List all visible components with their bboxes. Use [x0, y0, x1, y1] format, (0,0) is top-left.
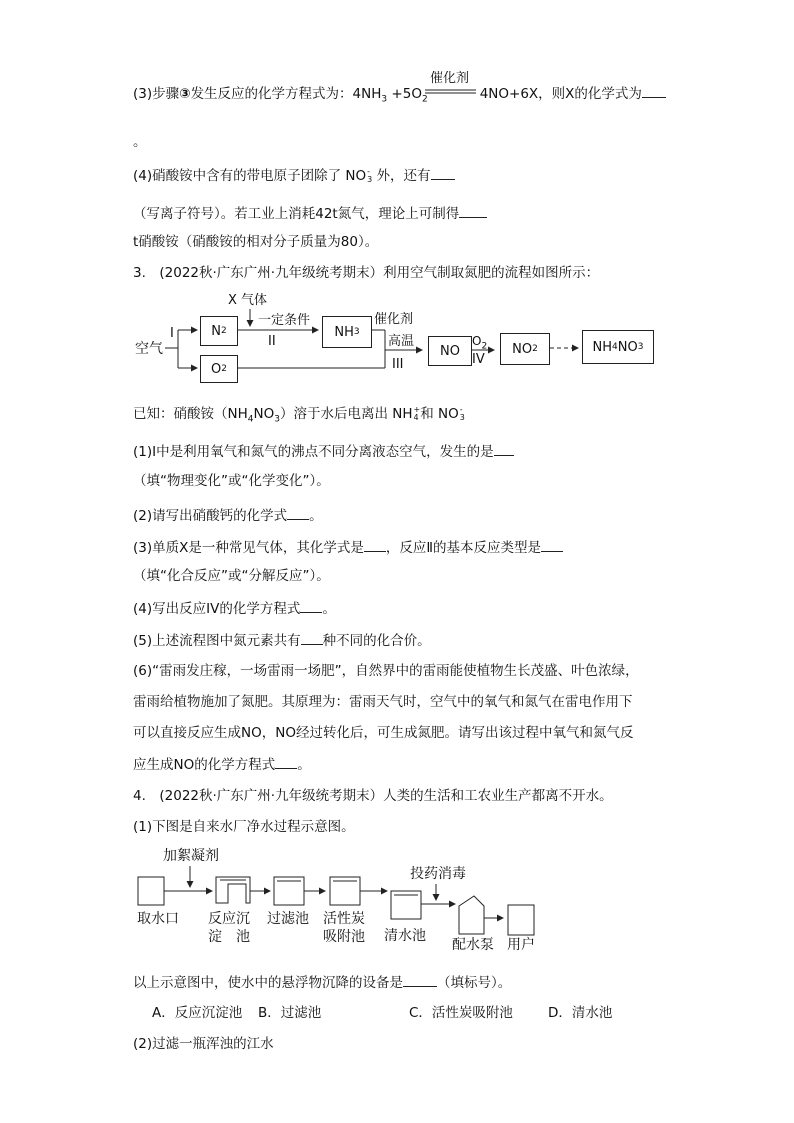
coagulant-label: 加絮凝剂: [163, 848, 219, 864]
q3-known: 已知：硝酸铵$(NH_4NO_3)$溶于水后电离出 NH + 4 和 NO - 3: [133, 405, 465, 425]
answer-blank[interactable]: [642, 83, 666, 98]
nh3-box: NH 3: [322, 316, 372, 348]
answer-blank[interactable]: [275, 754, 297, 769]
q4-question: 以上示意图中，使水中的悬浮物沉降的设备是 （填标号）。: [133, 972, 511, 992]
answer-blank[interactable]: [301, 630, 323, 645]
q3-p1-line2: （填“物理变化”或“化学变化”）。: [133, 473, 330, 489]
n2-box: N 2: [200, 316, 238, 346]
answer-blank[interactable]: [459, 203, 487, 218]
q4-p2: (2)过滤一瓶浑浊的江水: [133, 1036, 274, 1052]
no2-box: NO 2: [500, 333, 550, 365]
disinfect-label: 投药消毒: [410, 866, 466, 882]
q3-p2: (2)请写出硝酸钙的化学式 。: [133, 505, 323, 525]
intake-label: 取水口: [137, 911, 179, 927]
q3-p3-line2: （填“化合反应”或“分解反应”）。: [133, 568, 330, 584]
settle-label-1: 反应沉: [208, 911, 250, 927]
high-temp-label: 高温: [388, 334, 415, 349]
o2-box: O 2: [200, 355, 238, 383]
answer-blank[interactable]: [403, 972, 437, 987]
air-label: 空气: [135, 341, 163, 357]
q3-p3-line1: (3)单质X是一种常见气体，其化学式是 ，反应Ⅱ的基本反应类型是: [133, 537, 563, 557]
user-label: 用户: [507, 937, 535, 953]
answer-blank[interactable]: [364, 537, 386, 552]
o2-reagent-label: $O_2$: [472, 334, 488, 352]
nh4no3-box: NH 4 NO 3: [582, 330, 654, 364]
catalyst-label: 催化剂: [374, 312, 414, 327]
q3-p6-line4: 应生成NO的化学方程式 。: [133, 754, 311, 774]
answer-blank[interactable]: [300, 598, 322, 613]
step3-label: III: [392, 357, 404, 372]
q3-p6-line2: 雷雨给植物施加了氮肥。其原理为：雷雨天气时，空气中的氧气和氮气在雷电作用下: [133, 694, 633, 710]
pump-label: 配水泵: [452, 937, 494, 953]
no-box: NO: [428, 336, 472, 366]
carbon-label-2: 吸附池: [323, 929, 365, 945]
q3-part4-line3: t硝酸铵（硝酸铵的相对分子质量为80）。: [133, 234, 379, 250]
catalyst-label-eq: 催化剂: [430, 71, 470, 86]
option-c[interactable]: C．活性炭吸附池: [409, 1005, 513, 1021]
q3-part4-line1: (4)硝酸铵中含有的带电原子团除了 NO - 3 外，还有: [133, 165, 455, 185]
q4-p1: (1)下图是自来水厂净水过程示意图。: [133, 819, 355, 835]
q3-part4-line2: （写离子符号）。若工业上消耗42t氮气，理论上可制得: [133, 203, 487, 223]
step2-label: II: [268, 334, 276, 349]
answer-blank[interactable]: [494, 441, 514, 456]
answer-blank[interactable]: [287, 505, 309, 520]
q4-header: 4. (2022秋·广东广州·九年级统考期末）人类的生活和工农业生产都离不开水。: [133, 788, 613, 804]
x-gas-label: X 气体: [228, 293, 268, 308]
q3-header: 3. (2022秋·广东广州·九年级统考期末）利用空气制取氮肥的流程如图所示：: [133, 265, 600, 281]
q3-p5: (5)上述流程图中氮元素共有 种不同的化合价。: [133, 630, 431, 650]
answer-blank[interactable]: [541, 537, 563, 552]
q3-p1-line1: (1)I中是利用氧气和氮气的沸点不同分离液态空气，发生的是: [133, 441, 514, 461]
condition-label: 一定条件: [258, 313, 311, 328]
q3-p4: (4)写出反应IV的化学方程式 。: [133, 598, 336, 618]
clear-label: 清水池: [384, 928, 426, 944]
settle-label-2: 淀 池: [208, 929, 250, 945]
q3-part3-line: (3)步骤③发生反应的化学方程式为：$4NH_3 +5O_2$ 4NO+6X，则X的化学式为: [133, 83, 666, 109]
q3-p6-line3: 可以直接反应生成NO，NO经过转化后，可生成氮肥。请写出该过程中氧气和氮气反: [133, 725, 634, 741]
filter-label: 过滤池: [267, 911, 309, 927]
option-a[interactable]: A．反应沉淀池: [152, 1005, 243, 1021]
step1-label: I: [170, 326, 174, 341]
step4-label: IV: [472, 352, 485, 367]
option-b[interactable]: B．过滤池: [258, 1005, 322, 1021]
q3-p6-line1: (6)“雷雨发庄稼，一场雷雨一场肥”，自然界中的雷雨能使植物生长茂盛、叶色浓绿，: [133, 663, 639, 679]
answer-blank[interactable]: [431, 165, 455, 180]
option-d[interactable]: D．清水池: [548, 1005, 613, 1021]
carbon-label-1: 活性炭: [323, 911, 365, 927]
end-mark: 。: [133, 134, 147, 150]
